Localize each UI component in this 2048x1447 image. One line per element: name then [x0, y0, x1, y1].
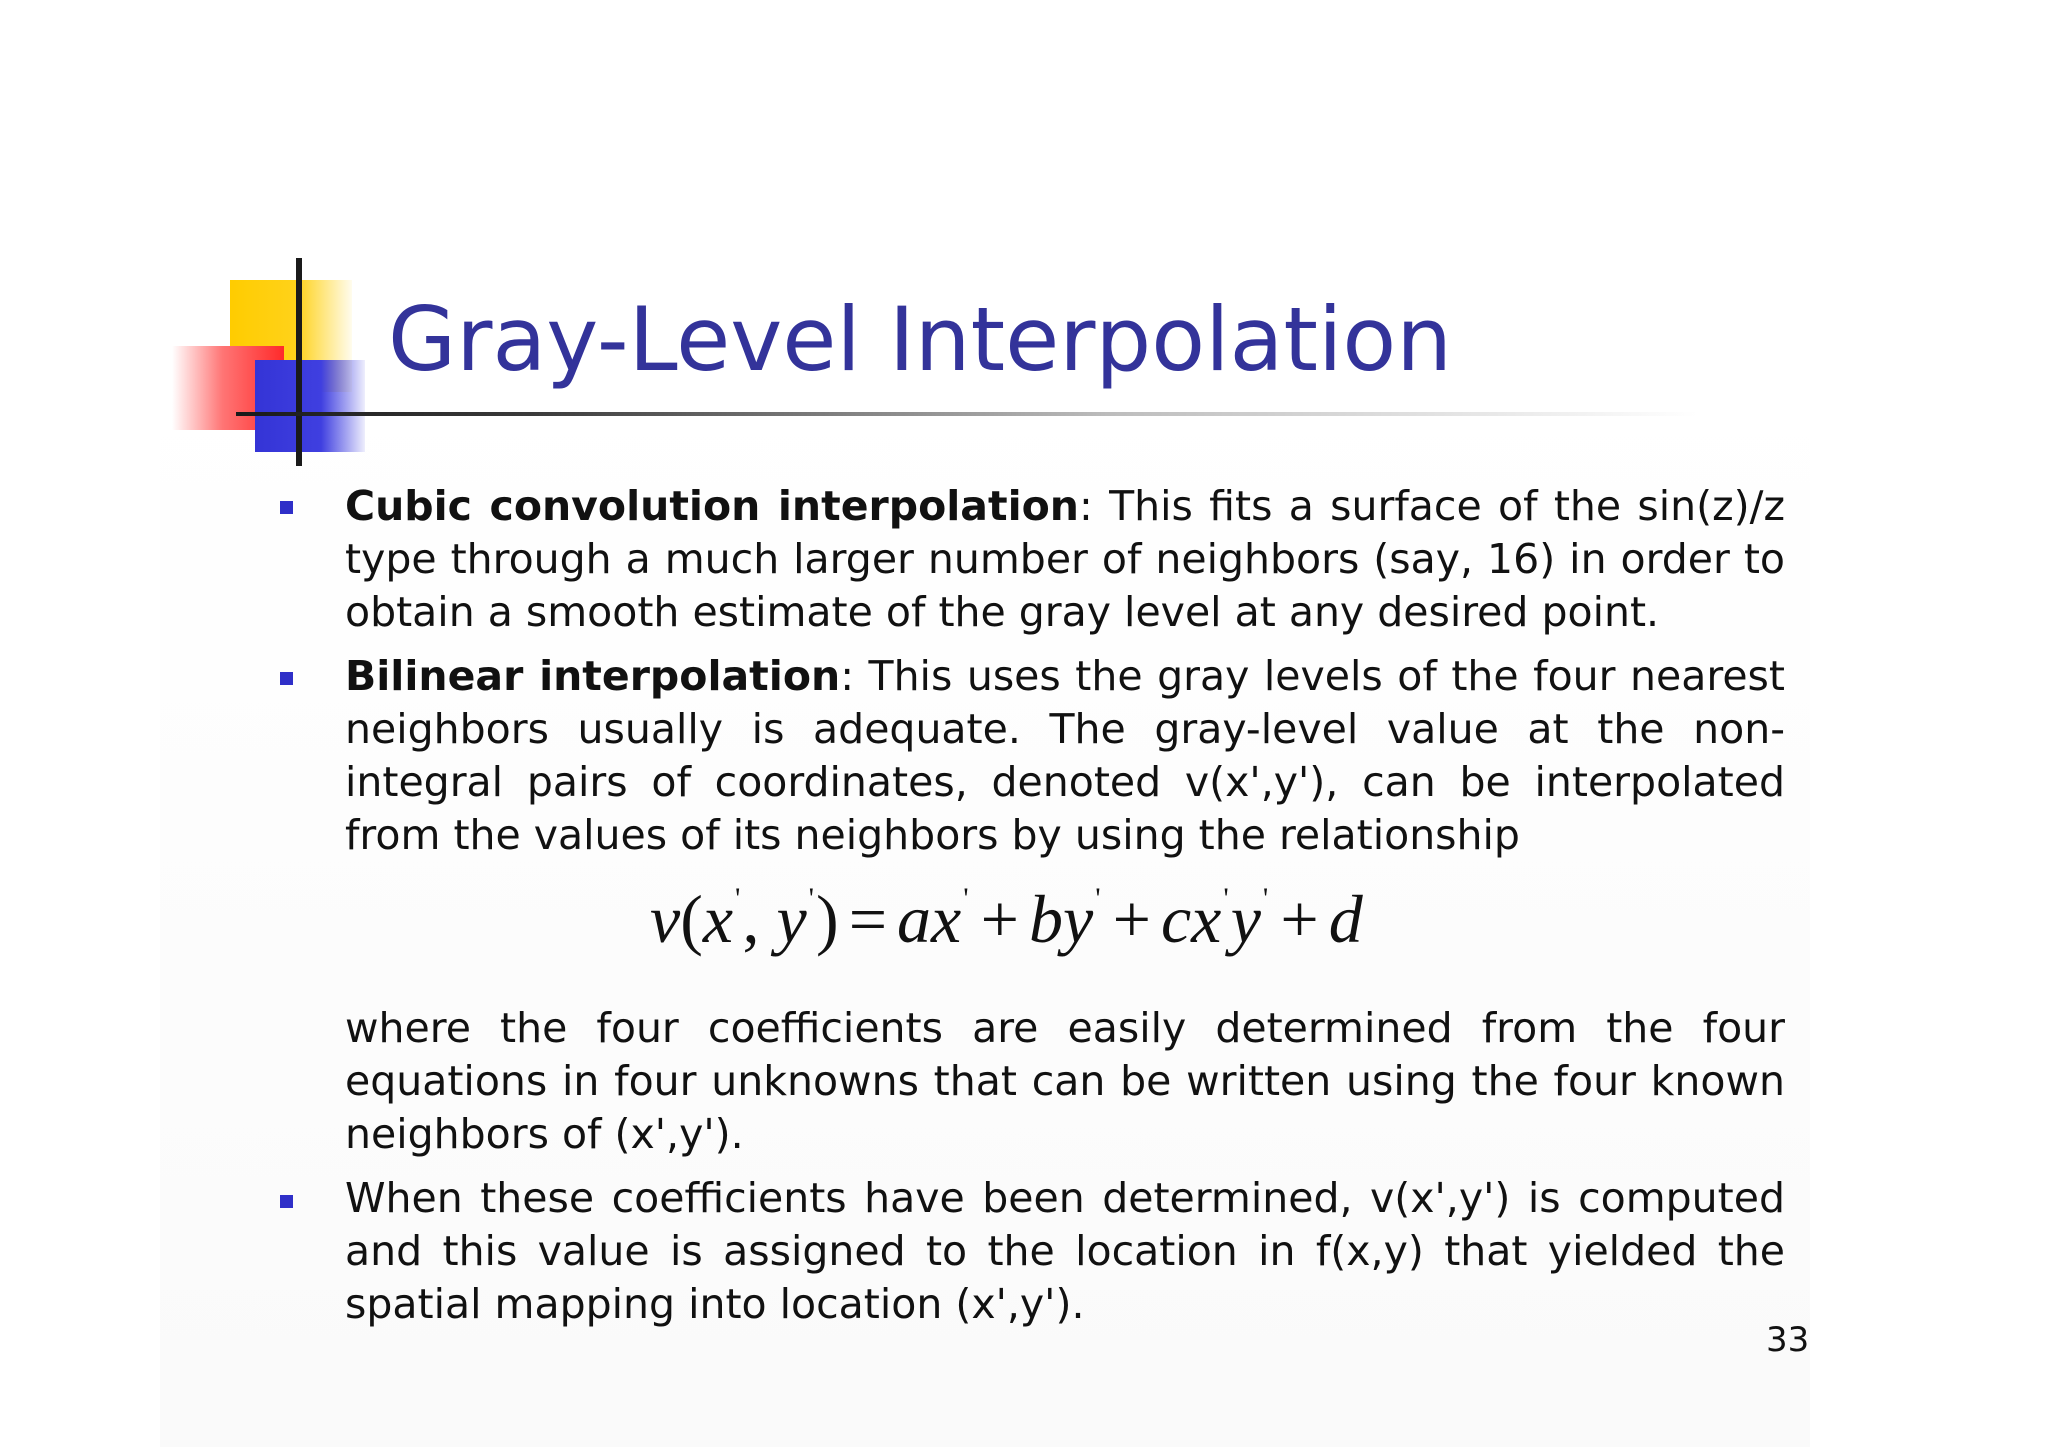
continuation-text: where the four coefficients are easily determined from the four equations in four unknowns that can be written using the four known neighbors of (x',y'). [345, 1004, 1785, 1158]
title-underline [236, 412, 1696, 416]
title-decoration-blue-square [255, 360, 365, 452]
bullet-bilinear [345, 650, 1785, 862]
bilinear-equation: v(x', y') = ax' + by' + cx'y' + d [650, 881, 1363, 957]
bullet-coefficients-determined [345, 1172, 1785, 1331]
bullet-cubic-convolution [345, 480, 1785, 639]
bullet-square-icon [280, 501, 293, 514]
bullet-text: : This fits a surface of the sin(z)/z type through a much larger number of neighbors (say, 16) in order to obtain a smooth estimate of the gray level at any desired point. [345, 482, 1785, 636]
bullet-text: : This uses the gray levels of the four nearest neighbors usually is adequate. The gray-level value at the non-integral pairs of coordinates, denoted v(x',y'), can be interpolated from the values of its neighbors by using the relationship [345, 652, 1785, 859]
bullet-square-icon [280, 1195, 293, 1208]
page-number: 33 [1766, 1320, 1810, 1360]
bullet-text: When these coefficients have been determined, v(x',y') is computed and this value is assigned to the location in f(x,y) that yielded the spatial mapping into location (x',y'). [345, 1174, 1785, 1328]
bullet-square-icon [280, 672, 293, 685]
title-decoration-vertical-line [296, 258, 302, 466]
bullet-term: Bilinear interpolation [345, 652, 841, 700]
slide-title: Gray-Level Interpolation [388, 288, 1453, 391]
bullet-term: Cubic convolution interpolation [345, 482, 1079, 530]
